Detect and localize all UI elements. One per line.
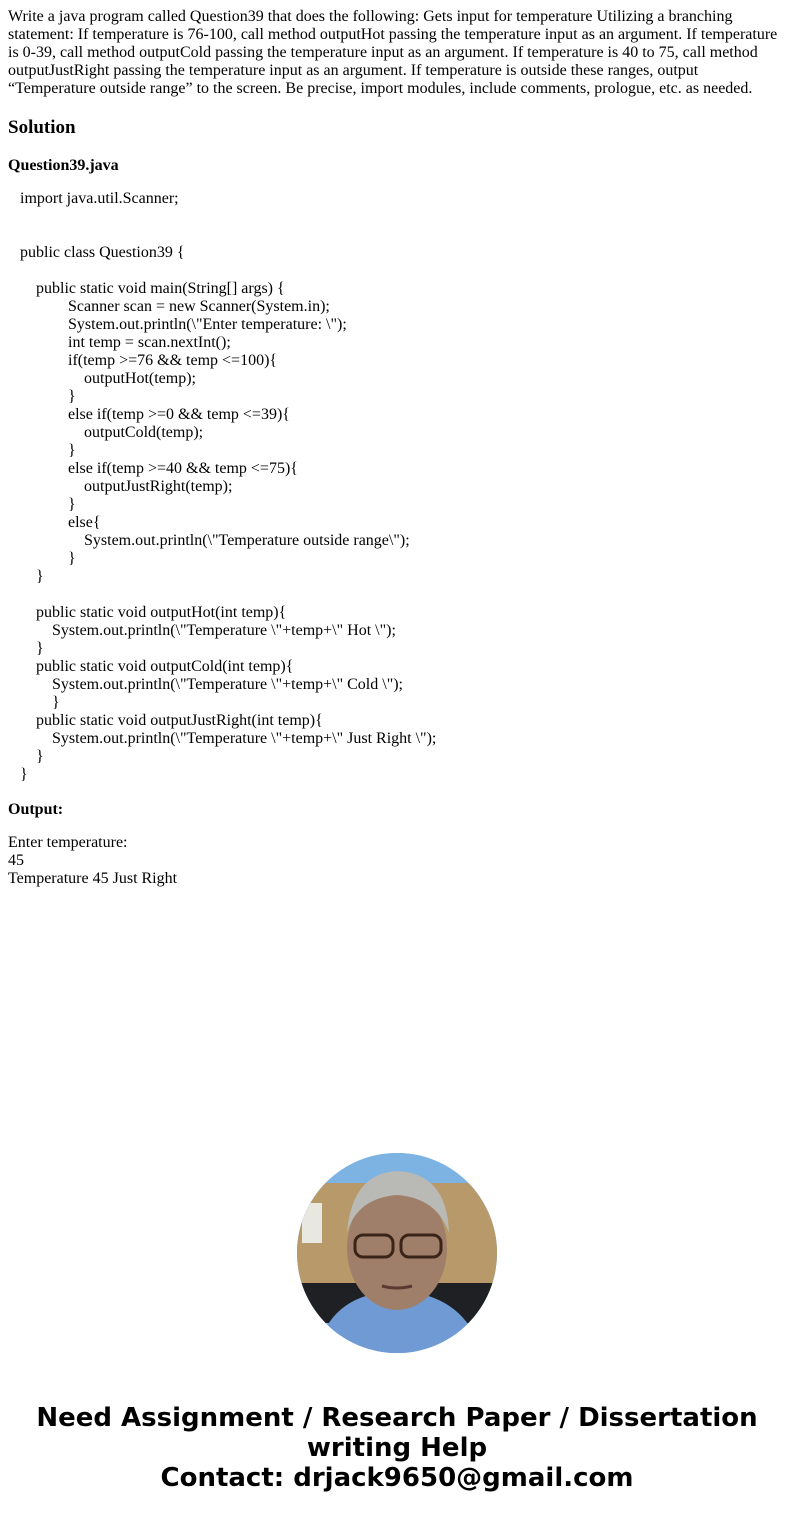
code-line: else{	[68, 514, 101, 531]
code-block	[0, 190, 436, 784]
output-line: Temperature 45 Just Right	[8, 870, 178, 887]
code-line: System.out.println(\"Temperature outside range\");	[84, 532, 410, 549]
solution-heading: Solution	[8, 117, 76, 138]
footer-line: writing Help	[306, 1433, 488, 1463]
code-line: }	[68, 388, 76, 405]
code-line: System.out.println(\"Temperature \"+temp+\" Cold \");	[52, 676, 403, 693]
output-line: Enter temperature:	[8, 834, 128, 851]
code-line	[0, 208, 436, 226]
footer-contact-email: Contact: drjack9650@gmail.com	[160, 1463, 634, 1493]
code-line: }	[20, 766, 28, 783]
code-line	[0, 262, 436, 280]
code-line: System.out.println(\"Temperature \"+temp+\" Hot \");	[52, 622, 396, 639]
output-line: 45	[8, 852, 24, 869]
code-line: int temp = scan.nextInt();	[68, 334, 231, 351]
code-line: if(temp >=76 && temp <=100){	[68, 352, 278, 369]
code-line: public class Question39 {	[20, 244, 185, 261]
file-name-heading: Question39.java	[8, 157, 119, 174]
code-line: public static void outputJustRight(int temp){	[36, 712, 323, 729]
code-line	[0, 226, 436, 244]
code-line: }	[68, 442, 76, 459]
output-heading: Output:	[8, 801, 64, 818]
code-line: }	[36, 568, 44, 585]
code-line: import java.util.Scanner;	[20, 190, 179, 207]
code-line: public static void outputHot(int temp){	[36, 604, 287, 621]
code-line: }	[52, 694, 60, 711]
code-line	[0, 586, 436, 604]
program-output	[8, 834, 177, 888]
code-line: System.out.println(\"Temperature \"+temp+\" Just Right \");	[52, 730, 437, 747]
code-line: public static void main(String[] args) {	[36, 280, 285, 297]
code-line: }	[36, 748, 44, 765]
code-line: else if(temp >=0 && temp <=39){	[68, 406, 290, 423]
code-line: public static void outputCold(int temp){	[36, 658, 294, 675]
question-text: Write a java program called Question39 that does the following: Gets input for temperature Utilizing a branching statement: If temperature is 76-100, call method outputHot passing the temperature input as an argument. If temperature is 0-39, call method outputCold passing the temperature input as an argument. If temperature is 40 to 75, call method outputJustRight passing the temperature input as an argument. If temperature is outside these ranges, output “Temperature outside range” to the screen. Be precise, import modules, include comments, prologue, etc. as needed.	[8, 8, 778, 97]
code-line: }	[36, 640, 44, 657]
code-line: System.out.println(\"Enter temperature: \");	[68, 316, 347, 333]
code-line: else if(temp >=40 && temp <=75){	[68, 460, 298, 477]
code-line: outputCold(temp);	[84, 424, 204, 441]
code-line: outputJustRight(temp);	[84, 478, 233, 495]
code-line: Scanner scan = new Scanner(System.in);	[68, 298, 330, 315]
code-line: }	[68, 496, 76, 513]
footer-contact	[0, 1403, 794, 1493]
footer-line: Need Assignment / Research Paper / Dissertation	[36, 1403, 758, 1433]
code-line: }	[68, 550, 76, 567]
code-line: outputHot(temp);	[84, 370, 196, 387]
author-avatar	[297, 1153, 497, 1353]
